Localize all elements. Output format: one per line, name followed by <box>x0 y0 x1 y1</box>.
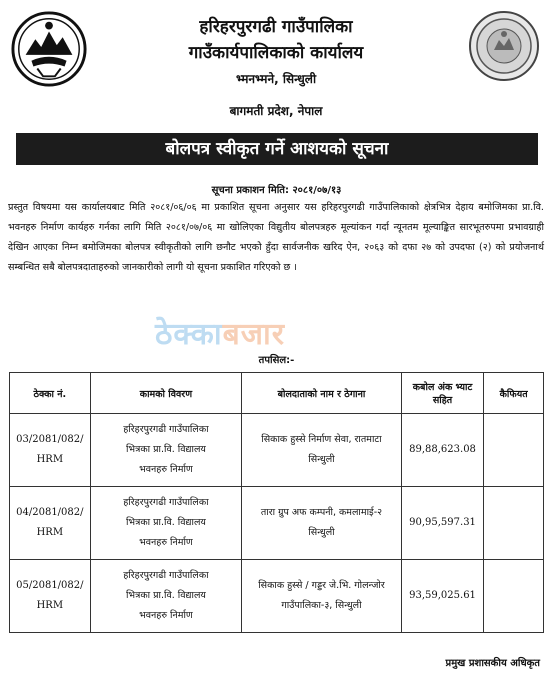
amount-cell: 90,95,597.31 <box>401 487 484 560</box>
amount-cell: 93,59,025.61 <box>401 560 484 633</box>
col-work-description: कामको विवरण <box>90 373 242 414</box>
details-heading: तपसिल:- <box>258 355 295 366</box>
watermark-logo <box>155 312 285 353</box>
bid-table <box>9 372 544 633</box>
notice-body: प्रस्तुत विषयमा यस कार्यालयबाट मिति २०८१/०६/०६ मा प्रकाशित सूचना अनुसार यस हरिहरपुरगढी गाउँपालिकाको क्षेत्रभित्र देहाय बमोजिमका प्रा.वि. भवनहरु निर्माण कार्यहरु गर्नका लागि मिति २०८१/०७/०६ मा खोलिएका विद्युतीय बोलपत्रहरु मूल्यांकन गर्दा न्यूनतम मूल्याङ्कित सारभूतरुपमा प्रभावग्राही देखिन आएका निम्न बमोजिमका बोलपत्र स्वीकृतीको लागि छनौट भएकोे हुँदा सार्वजनीक खरिद ऐन, २०६३ को दफा २७ को उपदफा (२) को प्रयोजनार्थ सम्बन्धित सबै बोलपत्रदाताहरुको जानकारीको लागी यो सूचना प्रकाशित गरिएको छ । <box>8 202 544 273</box>
contract-no-cell: 05/2081/082/ HRM <box>10 560 91 633</box>
watermark-part-2: बजार <box>222 317 286 352</box>
work-cell: हरिहरपुरगढी गाउँपालिका भित्रका प्रा.वि. विद्यालय भवनहरु निर्माण <box>90 414 242 487</box>
table-row <box>10 560 544 633</box>
signature-title: प्रमुख प्रशासकीय अधिकृत <box>445 658 540 669</box>
contract-no-cell: 03/2081/082/ HRM <box>10 414 91 487</box>
remarks-cell <box>484 414 544 487</box>
amount-cell: 89,88,623.08 <box>401 414 484 487</box>
bidder-cell: सिकाक हुस्से / गड्डर जे.भि. गोलन्जोर गाउँपालिका-३, सिन्धुली <box>242 560 402 633</box>
work-cell: हरिहरपुरगढी गाउँपालिका भित्रका प्रा.वि. विद्यालय भवनहरु निर्माण <box>90 560 242 633</box>
remarks-cell <box>484 560 544 633</box>
remarks-cell <box>484 487 544 560</box>
table-header-row <box>10 373 544 414</box>
col-bid-amount: कबोल अंक भ्याट सहित <box>401 373 484 414</box>
office-name: गाउँकार्यपालिकाको कार्यालय <box>188 43 364 63</box>
province-name: बागमती प्रदेश, नेपाल <box>229 104 323 118</box>
municipality-name: हरिहरपुरगढी गाउँपालिका <box>199 17 353 37</box>
contract-no-cell: 04/2081/082/ HRM <box>10 487 91 560</box>
bidder-cell: तारा ग्रुप अफ कम्पनी, कमलामाई-२ सिन्धुली <box>242 487 402 560</box>
notice-title: बोलपत्र स्वीकृत गर्ने आशयको सूचना <box>16 133 538 165</box>
col-remarks: कैफियत <box>484 373 544 414</box>
office-location: भ्मनभ्मने, सिन्धुली <box>235 72 317 86</box>
office-seal-icon <box>468 10 540 82</box>
table-row <box>10 487 544 560</box>
col-contract-no: ठेक्का नं. <box>10 373 91 414</box>
col-bidder: बोलदाताको नाम र ठेगाना <box>242 373 402 414</box>
table-row <box>10 414 544 487</box>
publish-date: सूचना प्रकाशन मिति: २०८१/०७/१३ <box>211 185 342 196</box>
watermark-part-1: ठेक्का <box>155 317 223 352</box>
nepal-emblem-icon <box>10 10 88 88</box>
bidder-cell: सिकाक हुस्से निर्माण सेवा, रातमाटा सिन्धुली <box>242 414 402 487</box>
work-cell: हरिहरपुरगढी गाउँपालिका भित्रका प्रा.वि. विद्यालय भवनहरु निर्माण <box>90 487 242 560</box>
